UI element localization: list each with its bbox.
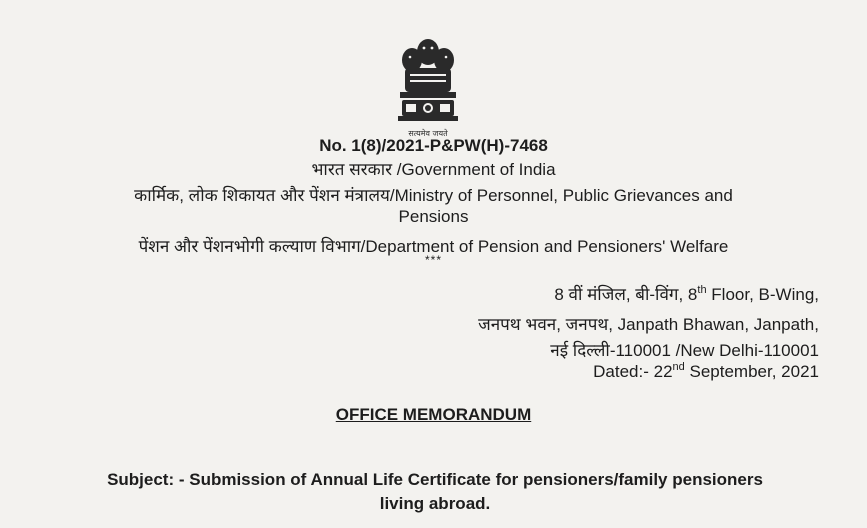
memo-date-text: Dated:- 22 bbox=[593, 362, 673, 381]
national-emblem-icon bbox=[388, 30, 468, 140]
file-number: No. 1(8)/2021-P&PW(H)-7468 bbox=[319, 136, 548, 155]
department-line: पेंशन और पेंशनभोगी कल्याण विभाग/Department of Pension and Pensioners' Welfare bbox=[138, 237, 729, 256]
address-floor-text: 8 वीं मंजिल, बी-विंग, 8 bbox=[554, 285, 698, 304]
government-line: भारत सरकार /Government of India bbox=[311, 160, 556, 179]
memo-subject-line1: Subject: - Submission of Annual Life Certificate for pensioners/family pensioners bbox=[107, 470, 763, 489]
address-floor bbox=[554, 282, 819, 305]
ministry-line: कार्मिक, लोक शिकायत और पेंशन मंत्रालय/Ministry of Personnel, Public Grievances and bbox=[134, 186, 733, 205]
memo-subject bbox=[40, 468, 830, 516]
address-building: जनपथ भवन, जनपथ, Janpath Bhawan, Janpath, bbox=[478, 315, 819, 334]
memo-subject-line2: living abroad. bbox=[379, 494, 491, 513]
separator-stars: *** bbox=[424, 253, 442, 267]
memo-title: OFFICE MEMORANDUM bbox=[335, 405, 532, 424]
address-floor-rest: Floor, B-Wing, bbox=[706, 285, 819, 304]
ministry-line-continued: Pensions bbox=[398, 207, 469, 226]
address-floor-suffix: th bbox=[697, 284, 707, 296]
address-city: नई दिल्ली-110001 /New Delhi-110001 bbox=[550, 341, 819, 360]
memo-date bbox=[593, 362, 819, 382]
memo-date-suffix: nd bbox=[672, 361, 685, 373]
memo-date-rest: September, 2021 bbox=[684, 362, 819, 381]
emblem-motto: सत्यमेव जयते bbox=[408, 129, 448, 138]
